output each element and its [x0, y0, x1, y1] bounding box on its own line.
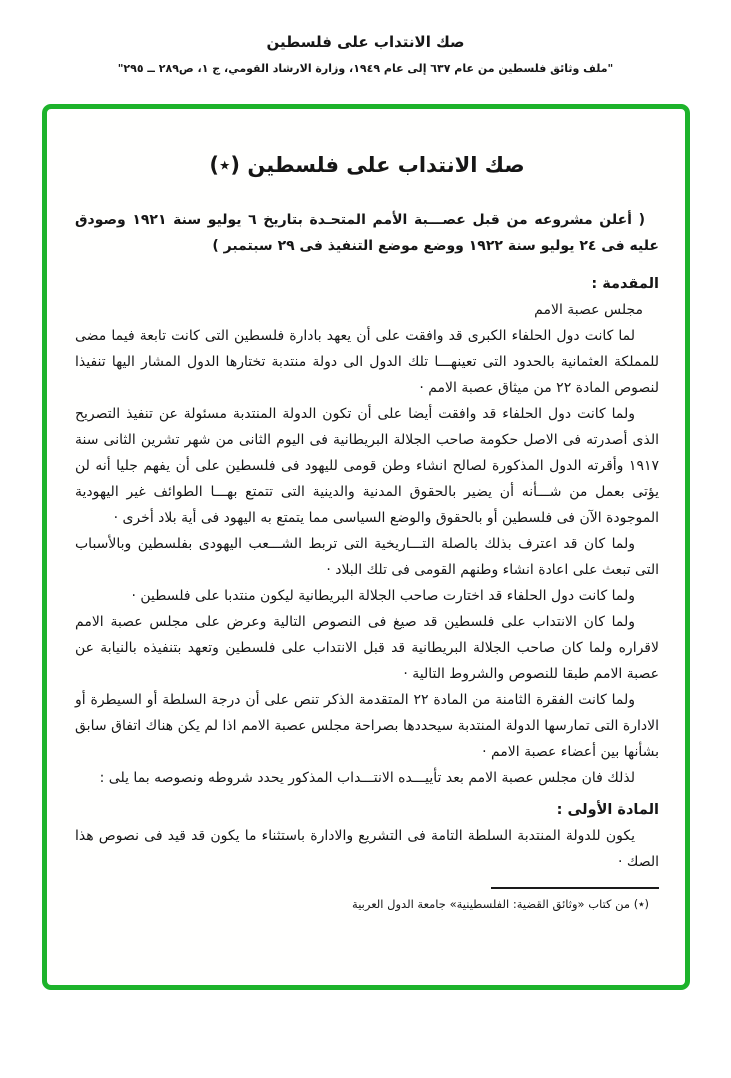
- document-paragraph: لما كانت دول الحلفاء الكبرى قد وافقت على أن يعهد بادارة فلسطين التى كانت تابعة فيما مضى للمملكة العثمانية بالحدود التى تعينهـــا تلك الدول الى دولة منتدبة تختارها الدول المشار اليها تنفيذا لنصوص المادة ٢٢ من ميثاق عصبة الامم ·: [75, 328, 659, 396]
- footnote-text: (٭) من كتاب «وثائق القضية: الفلسطينية» جامعة الدول العربية: [352, 897, 649, 911]
- footnote-separator: [491, 887, 659, 889]
- document-paragraph: ولما كان قد اعترف بذلك بالصلة التـــاريخية التى تربط الشـــعب اليهودى بفلسطين وبالأسباب التى تبعث على اعادة انشاء وطنهم القومى فى تلك البلاد ·: [75, 536, 659, 578]
- page-header-title: صك الانتداب على فلسطين: [266, 33, 465, 51]
- footnote-area: [75, 887, 659, 913]
- section-heading-preamble: المقدمة :: [591, 276, 659, 292]
- document-paragraph: ولما كان الانتداب على فلسطين قد صيغ فى النصوص التالية وعرض على مجلس عصبة الامم لاقراره ولما كان صاحب الجلالة البريطانية قد قبل الانتداب على فلسطين وتعهد بتنفيذه بالنيابة عن عصبة الامم طبقا للنصوص والشروط التالية ·: [75, 614, 659, 682]
- document-paragraph: ولما كانت الفقرة الثامنة من المادة ٢٢ المتقدمة الذكر تنص على أن درجة السلطة أو السيطرة أو الادارة التى تمارسها الدولة المنتدبة سيحددها بصراحة مجلس عصبة الامم اذا لم يكن هناك اتفاق سابق بشأنها بين أعضاء عصبة الامم ·: [75, 692, 659, 760]
- proclamation-note: ( أعلن مشروعه من قبل عصـــبة الأمم المتحـدة بتاريخ ٦ يوليو سنة ١٩٢١ وصودق عليه فى ٢٤ يوليو سنة ١٩٢٢ ووضع موضع التنفيذ فى ٢٩ سبتمبر ): [75, 212, 659, 254]
- page-header: [0, 0, 731, 76]
- document-paragraph: يكون للدولة المنتدبة السلطة التامة فى التشريع والادارة باستثناء ما يكون قد قيد فى نصوص هذا الصك ·: [75, 828, 659, 870]
- document-paragraph: ولما كانت دول الحلفاء قد وافقت أيضا على أن تكون الدولة المنتدبة مسئولة عن تنفيذ التصريح الذى أصدرته فى الاصل حكومة صاحب الجلالة البريطانية فى اليوم الثانى من شهر تشرين الثانى سنة ١٩١٧ وأقرته الدول المذكورة لصالح انشاء وطن قومى لليهود فى فلسطين على أن يفهم جليا أنه لن يؤتى بعمل من شـــأنه أن يضير بالحقوق المدنية والدينية التى تتمتع بهـــا الطوائف غير اليهودية الموجودة الآن فى فلسطين أو بالحقوق والوضع السياسى مما يتمتع به اليهود فى أية بلاد أخرى ·: [75, 406, 659, 526]
- document-paragraph: ولما كانت دول الحلفاء قد اختارت صاحب الجلالة البريطانية ليكون منتدبا على فلسطين ·: [131, 588, 635, 604]
- document-paragraph: لذلك فان مجلس عصبة الامم بعد تأييـــده الانتـــداب المذكور يحدد شروطه ونصوصه بما يلى :: [99, 770, 635, 786]
- document-title: صك الانتداب على فلسطين (٭): [209, 153, 525, 177]
- council-of-league-line: مجلس عصبة الامم: [534, 302, 643, 318]
- page-header-source: "ملف وثائق فلسطين من عام ٦٣٧ إلى عام ١٩٤٩، وزارة الارشاد القومي، ج ١، ص٢٨٩ ــ ٢٩٥": [117, 62, 614, 75]
- document-frame: [42, 104, 690, 990]
- section-heading-article-1: المادة الأولى :: [556, 802, 659, 818]
